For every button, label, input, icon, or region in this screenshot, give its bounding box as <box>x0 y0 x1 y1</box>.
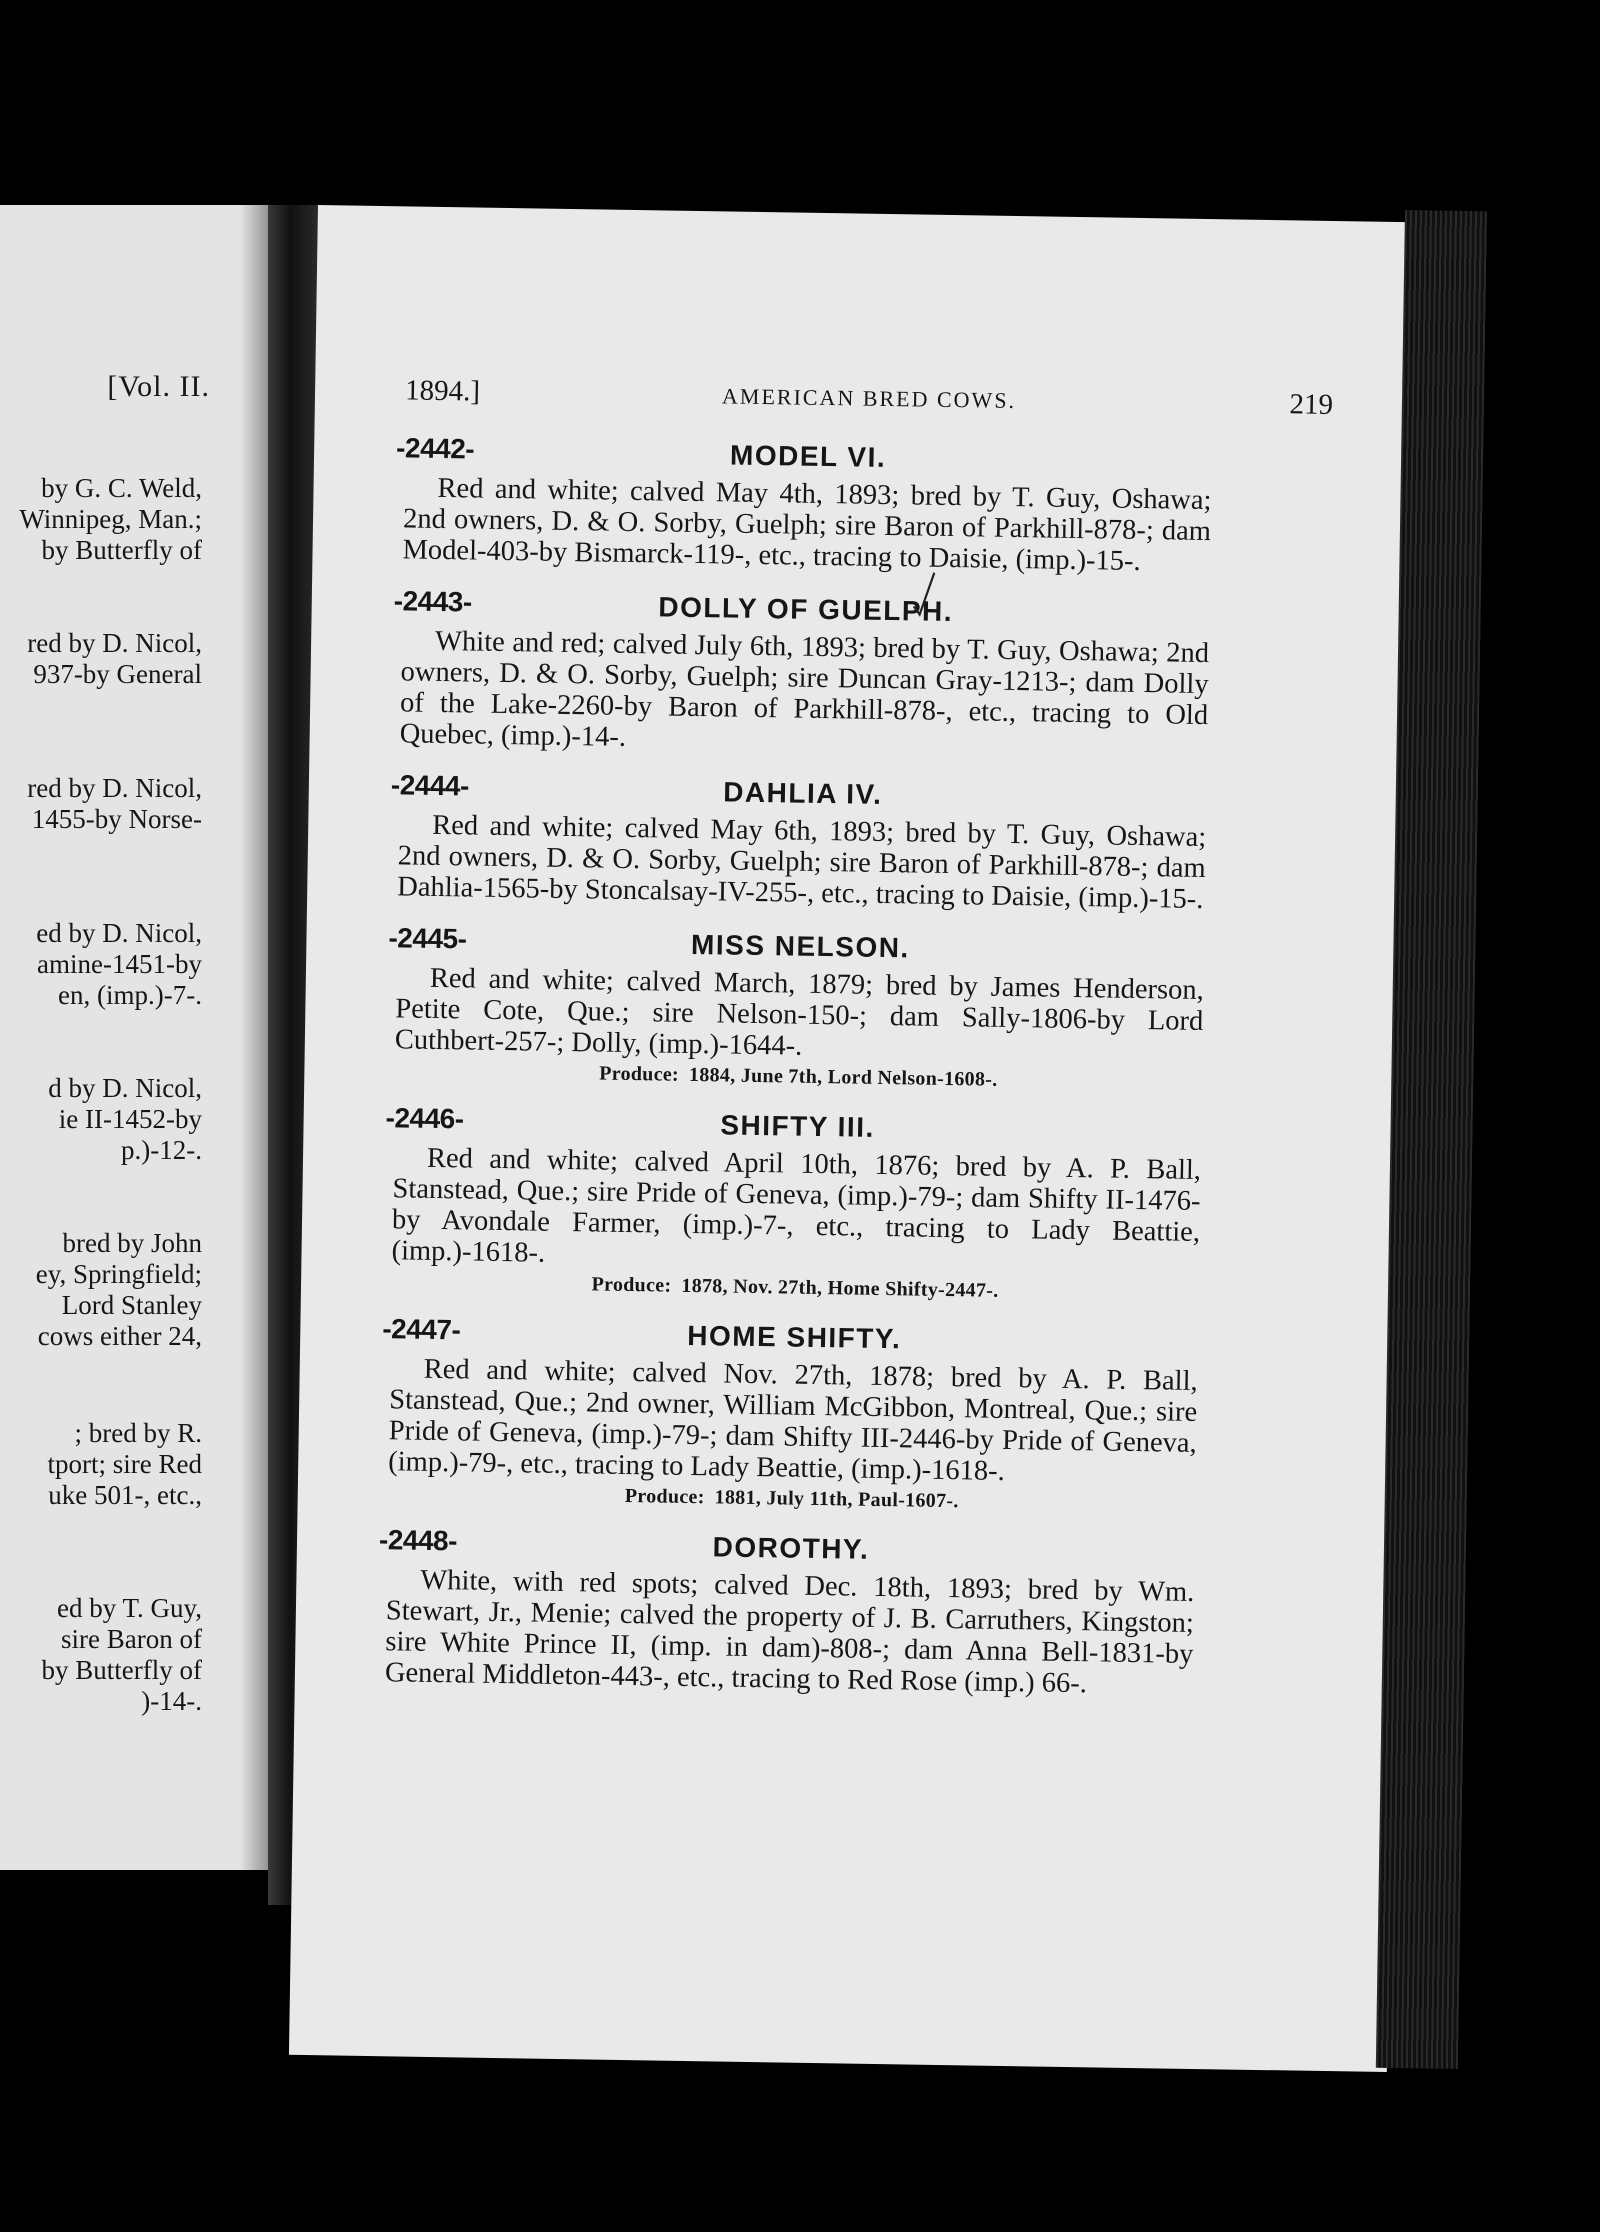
running-head-year: 1894.] <box>404 374 481 408</box>
previous-page-line: tport; sire Red <box>47 1449 202 1479</box>
entry <box>382 1313 1199 1517</box>
previous-page-line: Winnipeg, Man.; <box>19 504 202 534</box>
previous-page-header: [Vol. II. <box>107 370 210 403</box>
previous-page-line: en, (imp.)-7-. <box>58 980 202 1010</box>
previous-page-line: Lord Stanley <box>61 1290 202 1320</box>
entry-number: -2446- <box>385 1102 464 1135</box>
previous-page-line: uke 501-, etc., <box>48 1480 202 1510</box>
previous-page-line: red by D. Nicol, <box>27 773 202 803</box>
entry <box>395 432 1212 578</box>
previous-page-line: ey, Springfield; <box>35 1259 202 1289</box>
entry-name: DOROTHY. <box>712 1531 870 1565</box>
previous-page-line: ed by D. Nicol, <box>36 918 202 948</box>
previous-page-line: bred by John <box>62 1228 202 1258</box>
entry-body: Red and white; calved April 10th, 1876; bred by A. P. Ball, Stanstead, Que.; sire Pride of Geneva, (imp.)-79-; dam Shifty II-1476-by Avondale Farmer, (imp.)-7-, etc., tracing to Lady Beattie, (imp.)-1618-. <box>391 1142 1202 1269</box>
previous-page-line: amine-1451-by <box>37 949 202 979</box>
entry <box>388 922 1205 1095</box>
entry-number: -2444- <box>390 769 470 802</box>
entry-number: -2442- <box>395 432 475 465</box>
entry-body: White and red; calved July 6th, 1893; bred by T. Guy, Oshawa; 2nd owners, D. & O. Sorby, Guelph; sire Duncan Gray-1213-; dam Dolly of the Lake-2260-by Baron of Parkhill-878-, etc., tracing to Old Quebec, (imp.)-14-. <box>399 625 1210 753</box>
previous-page-line: by G. C. Weld, <box>41 473 202 503</box>
entry-name: SHIFTY III. <box>720 1109 876 1143</box>
entry-name: MISS NELSON. <box>690 928 910 964</box>
running-head <box>405 374 1334 429</box>
page-number: 219 <box>1289 388 1334 421</box>
previous-page-line: cows either 24, <box>37 1321 202 1351</box>
entry-body: Red and white; calved Nov. 27th, 1878; bred by A. P. Ball, Stanstead, Que.; 2nd owner, William McGibbon, Montreal, Que.; sire Pride of Geneva, (imp.)-79-; dam Shifty III-2446-by Pride of Geneva, (imp.)-79-, etc., tracing to Lady Beattie, (imp.)-1618-. <box>388 1353 1198 1487</box>
previous-page-line: by Butterfly of <box>41 1655 202 1685</box>
current-page <box>289 205 1416 2072</box>
previous-page-line: )-14-. <box>141 1686 202 1716</box>
entries-list <box>378 432 1212 1721</box>
pencil-check-mark <box>908 570 939 620</box>
entry-name: HOME SHIFTY. <box>687 1319 902 1355</box>
entry-name: DAHLIA IV. <box>722 776 883 810</box>
entry-name: MODEL VI. <box>729 439 887 473</box>
produce-label: Produce: <box>624 1484 705 1509</box>
entry-number: -2443- <box>393 585 472 618</box>
entry <box>378 1524 1195 1701</box>
previous-page-line: 1455-by Norse- <box>31 804 202 834</box>
running-head-title: AMERICAN BRED COWS. <box>721 383 1017 413</box>
entry-name: DOLLY OF GUELPH. <box>658 591 954 628</box>
produce-text: 1878, Nov. 27th, Home Shifty-2447-. <box>681 1274 999 1302</box>
entry-number: -2445- <box>388 922 467 955</box>
produce-label: Produce: <box>599 1062 680 1086</box>
previous-page-line: 937-by General <box>33 659 202 689</box>
previous-page-line: by Butterfly of <box>41 535 202 565</box>
entry-number: -2448- <box>378 1524 458 1557</box>
previous-page-line: p.)-12-. <box>121 1135 202 1165</box>
produce-text: 1884, June 7th, Lord Nelson-1608-. <box>688 1063 998 1091</box>
previous-page-line: ie II-1452-by <box>58 1104 202 1134</box>
previous-page-line: red by D. Nicol, <box>27 628 202 658</box>
previous-page-line: sire Baron of <box>61 1624 202 1654</box>
produce-text: 1881, July 11th, Paul-1607-. <box>714 1486 959 1513</box>
previous-page-line: ed by T. Guy, <box>57 1593 202 1623</box>
previous-page-line: ; bred by R. <box>74 1418 202 1448</box>
entry-number: -2447- <box>382 1313 461 1346</box>
entry-body: Red and white; calved May 6th, 1893; bred by T. Guy, Oshawa; 2nd owners, D. & O. Sorby, Guelph; sire Baron of Parkhill-878-; dam Dahlia-1565-by Stoncalsay-IV-255-, etc., tracing to Daisie, (imp.)-15-. <box>397 809 1207 915</box>
entry <box>385 1102 1202 1306</box>
previous-page <box>0 205 268 1870</box>
entry-body: Red and white; calved March, 1879; bred by James Henderson, Petite Cote, Que.; sire Nelson-150-; dam Sally-1806-by Lord Cuthbert-257-; Dolly, (imp.)-1644-. <box>394 962 1205 1062</box>
produce-label: Produce: <box>591 1273 672 1297</box>
entry <box>390 769 1207 915</box>
entry <box>393 585 1210 762</box>
entry-body: White, with red spots; calved Dec. 18th, 1893; bred by Wm. Stewart, Jr., Menie; calved the property of J. B. Carruthers, Kingston; sire White Prince II, (imp. in dam)-808-; dam Anna Bell-1831-by General Middleton-443-, etc., tracing to Red Rose (imp.) 66-. <box>384 1564 1195 1700</box>
entry-body: Red and white; calved May 4th, 1893; bred by T. Guy, Oshawa; 2nd owners, D. & O. Sorby, Guelph; sire Baron of Parkhill-878-; dam Model-403-by Bismarck-119-, etc., tracing to Daisie, (imp.)-15-. <box>402 472 1212 577</box>
previous-page-line: d by D. Nicol, <box>48 1073 202 1103</box>
